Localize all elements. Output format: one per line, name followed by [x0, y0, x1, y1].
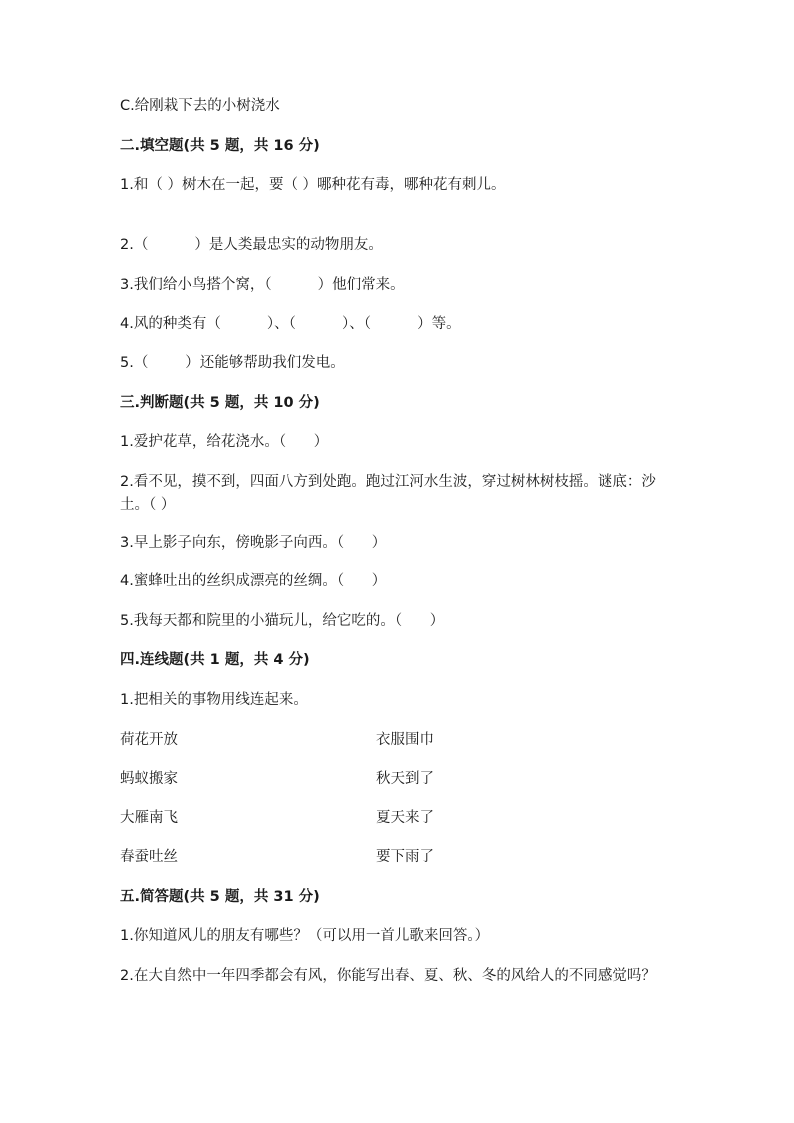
matching-left-item: 春蚕吐丝 — [120, 849, 178, 865]
section-short-answer-heading: 五.简答题(共 5 题，共 31 分) — [120, 889, 320, 905]
section-true-false-heading: 三.判断题(共 5 题，共 10 分) — [120, 395, 320, 411]
short-answer-question-2: 2.在大自然中一年四季都会有风，你能写出春、夏、秋、冬的风给人的不同感觉吗？ — [120, 968, 656, 984]
matching-right-item: 要下雨了 — [376, 849, 434, 865]
matching-question-1: 1.把相关的事物用线连起来。 — [120, 692, 308, 708]
matching-right-item: 秋天到了 — [376, 771, 434, 787]
matching-left-item: 荷花开放 — [120, 732, 178, 748]
matching-right-item: 衣服围巾 — [376, 732, 434, 748]
true-false-question-2: 2.看不见，摸不到，四面八方到处跑。跑过江河水生波，穿过树林树枝摇。谜底：沙土。（ ） — [120, 474, 656, 513]
fill-blank-question-5: 5.（ ）还能够帮助我们发电。 — [120, 355, 345, 371]
matching-left-item: 大雁南飞 — [120, 810, 178, 826]
true-false-question-4: 4.蜜蜂吐出的丝织成漂亮的丝绸。（ ） — [120, 573, 387, 589]
previous-option-c: C.给刚栽下去的小树浇水 — [120, 98, 280, 114]
fill-blank-question-1: 1.和（ ）树木在一起，要（ ）哪种花有毒，哪种花有刺儿。 — [120, 177, 506, 193]
true-false-question-5: 5.我每天都和院里的小猫玩儿，给它吃的。（ ） — [120, 613, 445, 629]
fill-blank-question-2: 2.（ ）是人类最忠实的动物朋友。 — [120, 237, 383, 253]
fill-blank-question-3: 3.我们给小鸟搭个窝，（ ）他们常来。 — [120, 277, 405, 293]
fill-blank-question-4: 4.风的种类有（ ）、（ ）、（ ）等。 — [120, 316, 461, 332]
true-false-question-1: 1.爱护花草，给花浇水。（ ） — [120, 434, 329, 450]
true-false-question-3: 3.早上影子向东，傍晚影子向西。（ ） — [120, 535, 387, 551]
matching-left-item: 蚂蚁搬家 — [120, 771, 178, 787]
matching-right-item: 夏天来了 — [376, 810, 434, 826]
section-matching-heading: 四.连线题(共 1 题，共 4 分) — [120, 652, 310, 668]
short-answer-question-1: 1.你知道风儿的朋友有哪些？（可以用一首儿歌来回答。） — [120, 928, 490, 944]
section-fill-blank-heading: 二.填空题(共 5 题，共 16 分) — [120, 138, 320, 154]
